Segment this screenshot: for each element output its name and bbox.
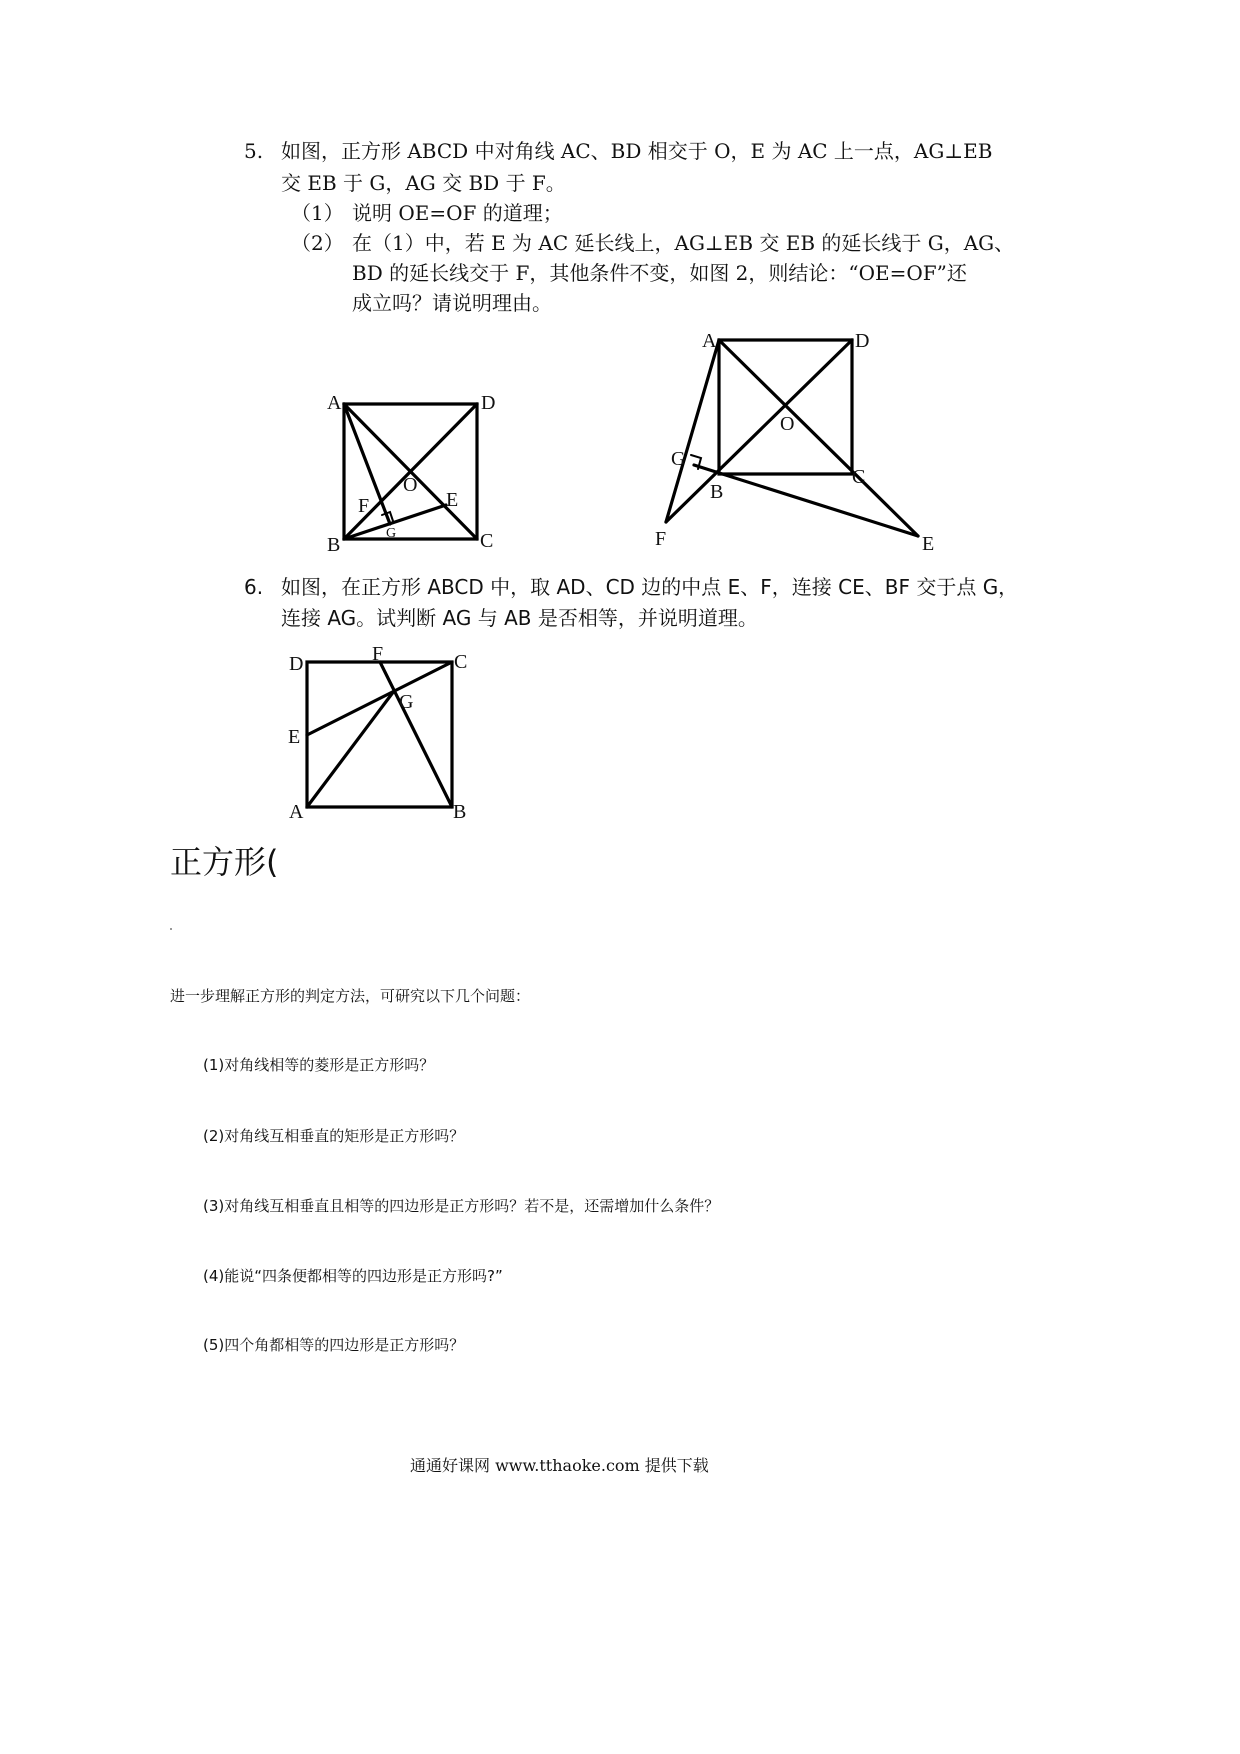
figure2-diagonal-ac-extended (719, 340, 918, 536)
figure1-label-o: O (403, 474, 418, 496)
figure2-label-f: F (655, 528, 667, 550)
figure3-diagram (280, 640, 480, 825)
figure2-label-d: D (855, 330, 870, 352)
problem5-part1-text: 说明 OE=OF 的道理； (352, 201, 563, 225)
question-5: (5)四个角都相等的四边形是正方形吗？ (203, 1336, 465, 1354)
question-2: (2)对角线互相垂直的矩形是正方形吗？ (203, 1127, 465, 1145)
figure3-label-g: G (399, 691, 414, 713)
figure1-label-g: G (386, 526, 397, 541)
figure2-label-a: A (702, 330, 717, 352)
figure1-label-c: C (480, 530, 494, 552)
figure1-label-f: F (358, 495, 370, 517)
section-heading: 正方形( (170, 843, 279, 881)
problem5-line2: 交 EB 于 G，AG 交 BD 于 F。 (281, 171, 566, 195)
problem5-part1-number: （1） (291, 201, 344, 225)
question-3: (3)对角线互相垂直且相等的四边形是正方形吗？若不是，还需增加什么条件？ (203, 1197, 720, 1215)
figure3-label-e: E (288, 726, 301, 748)
question-1: (1)对角线相等的菱形是正方形吗？ (203, 1056, 435, 1074)
figure3-segment-ag (307, 691, 394, 807)
stray-dot (170, 928, 172, 930)
problem5-part2-line2: BD 的延长线交于 F，其他条件不变，如图 2，则结论：“OE=OF”还 (352, 261, 967, 285)
figure1-label-b: B (327, 534, 341, 556)
figure3-label-f: F (372, 643, 384, 665)
problem5-part2-number: （2） (291, 231, 344, 255)
figure2-label-b: B (710, 481, 724, 503)
figure1-label-d: D (481, 392, 496, 414)
figure2-label-c: C (852, 466, 866, 488)
figure3-label-b: B (453, 801, 467, 823)
figure2-label-g: G (671, 448, 686, 470)
figure3-label-d: D (289, 653, 304, 675)
figure2-label-e: E (922, 533, 935, 555)
question-4: (4)能说“四条便都相等的四边形是正方形吗?” (203, 1267, 503, 1285)
figure2-label-o: O (780, 413, 795, 435)
figure2-segment-eg (694, 465, 918, 536)
problem5-number: 5. (244, 139, 264, 163)
figure1-label-a: A (327, 392, 342, 414)
problem6-line2: 连接 AG。试判断 AG 与 AB 是否相等，并说明道理。 (281, 606, 758, 630)
figure3-square (307, 662, 452, 807)
figure3-label-c: C (454, 651, 468, 673)
problem6-number: 6. (244, 575, 264, 599)
problem6-line1: 如图，在正方形 ABCD 中，取 AD、CD 边的中点 E、F，连接 CE、BF 交于点 G， (281, 575, 1019, 599)
figure1-label-e: E (446, 489, 459, 511)
problem5-line1: 如图，正方形 ABCD 中对角线 AC、BD 相交于 O，E 为 AC 上一点，AG⊥EB (281, 139, 993, 163)
section-intro: 进一步理解正方形的判定方法，可研究以下几个问题： (170, 987, 531, 1005)
figure2-diagram (650, 320, 950, 560)
figure3-segment-ce (307, 662, 452, 735)
figure3-segment-bf (380, 662, 452, 807)
figure3-label-a: A (289, 801, 304, 823)
figure1-diagram (320, 385, 510, 560)
problem5-part2-line3: 成立吗？请说明理由。 (352, 291, 552, 315)
page-footer: 通通好课网 www.tthaoke.com 提供下载 (410, 1456, 709, 1475)
problem5-part2-line1: 在（1）中，若 E 为 AC 延长线上，AG⊥EB 交 EB 的延长线于 G，AG、 (352, 231, 1015, 255)
